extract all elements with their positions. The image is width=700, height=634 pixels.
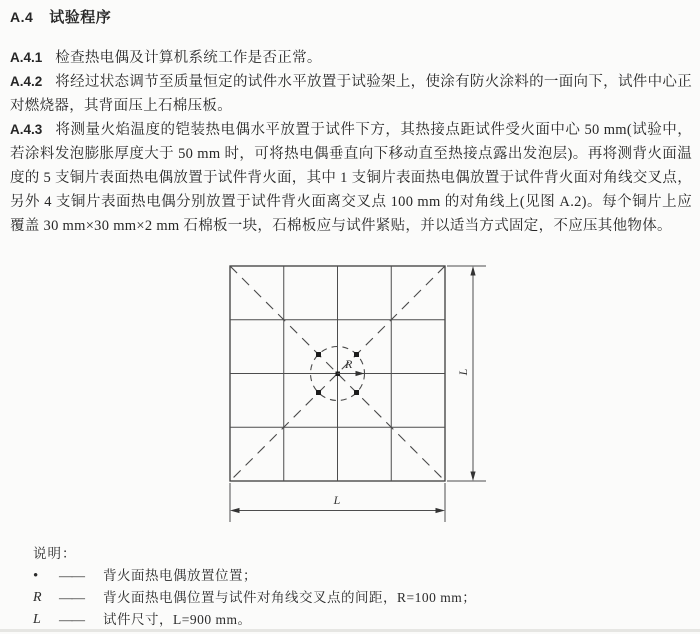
radius-label: R — [345, 357, 353, 371]
legend-text: 试件尺寸，L=900 mm。 — [103, 612, 252, 627]
section-heading — [10, 6, 111, 27]
dimension-bottom — [230, 483, 445, 522]
clause-number: A.4.1 — [10, 50, 43, 65]
legend-text: 背火面热电偶放置位置； — [103, 568, 257, 583]
clause-number: A.4.3 — [10, 122, 43, 137]
clause-text: 将测量火焰温度的铠装热电偶水平放置于试件下方，其热接点距试件受火面中心 50 mm(试验中，若涂料发泡膨胀厚度大于 50 mm 时，可将热电偶垂直向下移动直至热接点露出发泡层)。再将测背火面温度的 5 支铜片表面热电偶放置于试件背火面，其中 1 支铜片表面热电偶放置于试件背火面对角线交叉点，另外 4 支铜片表面热电偶分别放置于试件背火面离交叉点 100 mm 的对角线上(见图 A.2)。每个铜片上应覆盖 30 mm×30 mm×2 mm 石棉板一块，石棉板应与试件紧贴，并以适当方式固定，不应压其他物体。 — [10, 122, 692, 234]
clause-text: 将经过状态调节至质量恒定的试件水平放置于试验架上，使涂有防火涂料的一面向下，试件中心正对燃烧器，其背面压上石棉压板。 — [10, 74, 692, 114]
clause-text: 检查热电偶及计算机系统工作是否正常。 — [55, 50, 322, 66]
legend-dash: —— — [59, 590, 84, 605]
clause-a4-3 — [10, 118, 692, 238]
legend-symbol-l: L — [33, 612, 41, 627]
figure-legend — [33, 543, 476, 631]
width-dimension-label: L — [333, 493, 341, 507]
specimen-diagram-svg — [180, 250, 520, 530]
figure-specimen-diagram — [180, 250, 520, 530]
clause-number: A.4.2 — [10, 74, 43, 89]
legend-text: 背火面热电偶位置与试件对角线交叉点的间距，R=100 mm； — [103, 590, 477, 605]
legend-item-dot — [33, 565, 476, 587]
legend-dash: —— — [59, 612, 84, 627]
height-dimension-label: L — [456, 368, 470, 376]
legend-symbol-r: R — [33, 590, 42, 605]
section-number: A.4 — [10, 9, 34, 25]
legend-item-l — [33, 609, 476, 631]
section-title: 试验程序 — [49, 10, 112, 26]
clause-a4-2 — [10, 70, 692, 118]
legend-symbol-dot: • — [33, 568, 39, 584]
dimension-right — [447, 266, 486, 481]
clause-a4-1 — [10, 46, 692, 70]
legend-dash: —— — [59, 568, 84, 583]
legend-item-r — [33, 587, 476, 609]
page-edge-divider — [0, 629, 700, 632]
legend-title: 说明： — [33, 546, 77, 561]
clauses-block — [10, 46, 692, 238]
